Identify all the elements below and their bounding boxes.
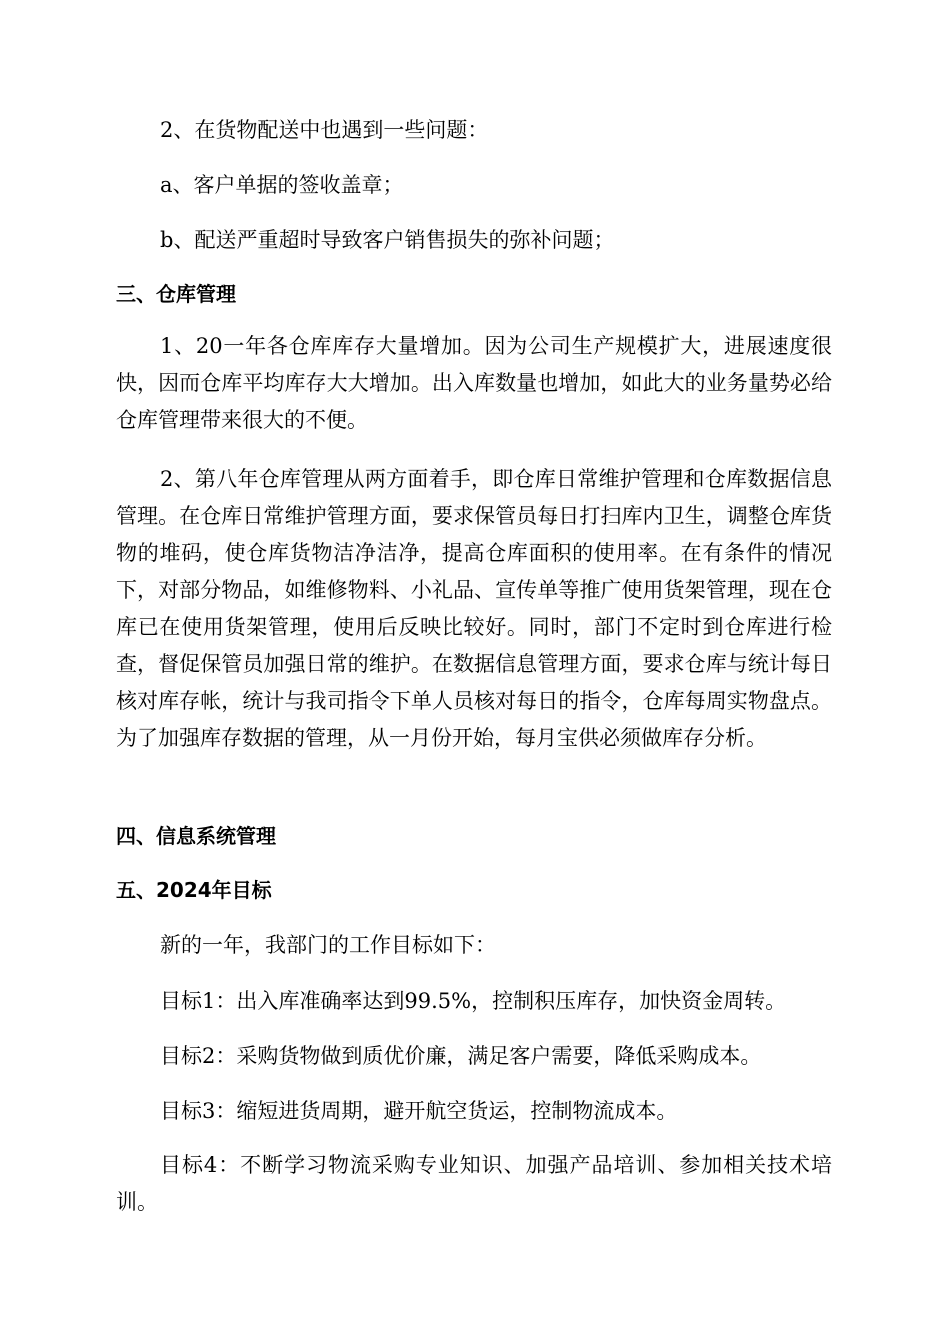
- goals-intro: 新的一年，我部门的工作目标如下：: [160, 933, 496, 957]
- section-heading-info-system: 四、信息系统管理: [116, 824, 276, 848]
- paragraph-warehouse-1: 1、20一年各仓库库存大量增加。因为公司生产规模扩大，进展速度很快，因而仓库平均库存大大增加。出入库数量也增加，如此大的业务量势必给仓库管理带来很大的不便。: [116, 334, 832, 432]
- goal-item-1: 目标1：出入库准确率达到99.5%，控制积压库存，加快资金周转。: [160, 989, 787, 1013]
- goal-item-4: 目标4：不断学习物流采购专业知识、加强产品培训、参加相关技术培训。: [116, 1153, 832, 1214]
- goal-item-2: 目标2：采购货物做到质优价廉，满足客户需要，降低采购成本。: [160, 1044, 762, 1068]
- list-item-a: a、客户单据的签收盖章；: [160, 173, 404, 197]
- list-item-b: b、配送严重超时导致客户销售损失的弥补问题；: [160, 228, 615, 252]
- paragraph-warehouse-2: 2、第八年仓库管理从两方面着手，即仓库日常维护管理和仓库数据信息管理。在仓库日常维护管理方面，要求保管员每日打扫库内卫生，调整仓库货物的堆码，使仓库货物洁净洁净，提高仓库面积的使用率。在有条件的情况下，对部分物品，如维修物料、小礼品、宣传单等推广使用货架管理，现在仓库已在使用货架管理，使用后反映比较好。同时，部门不定时到仓库进行检查，督促保管员加强日常的维护。在数据信息管理方面，要求仓库与统计每日核对库存帐，统计与我司指令下单人员核对每日的指令，仓库每周实物盘点。为了加强库存数据的管理，从一月份开始，每月宝供必须做库存分析。: [116, 467, 832, 750]
- section-heading-goals: 五、2024年目标: [116, 878, 272, 902]
- goal-item-3: 目标3：缩短进货周期，避开航空货运，控制物流成本。: [160, 1099, 678, 1123]
- delivery-problems-line: 2、在货物配送中也遇到一些问题：: [160, 118, 489, 142]
- section-heading-warehouse: 三、仓库管理: [116, 282, 236, 306]
